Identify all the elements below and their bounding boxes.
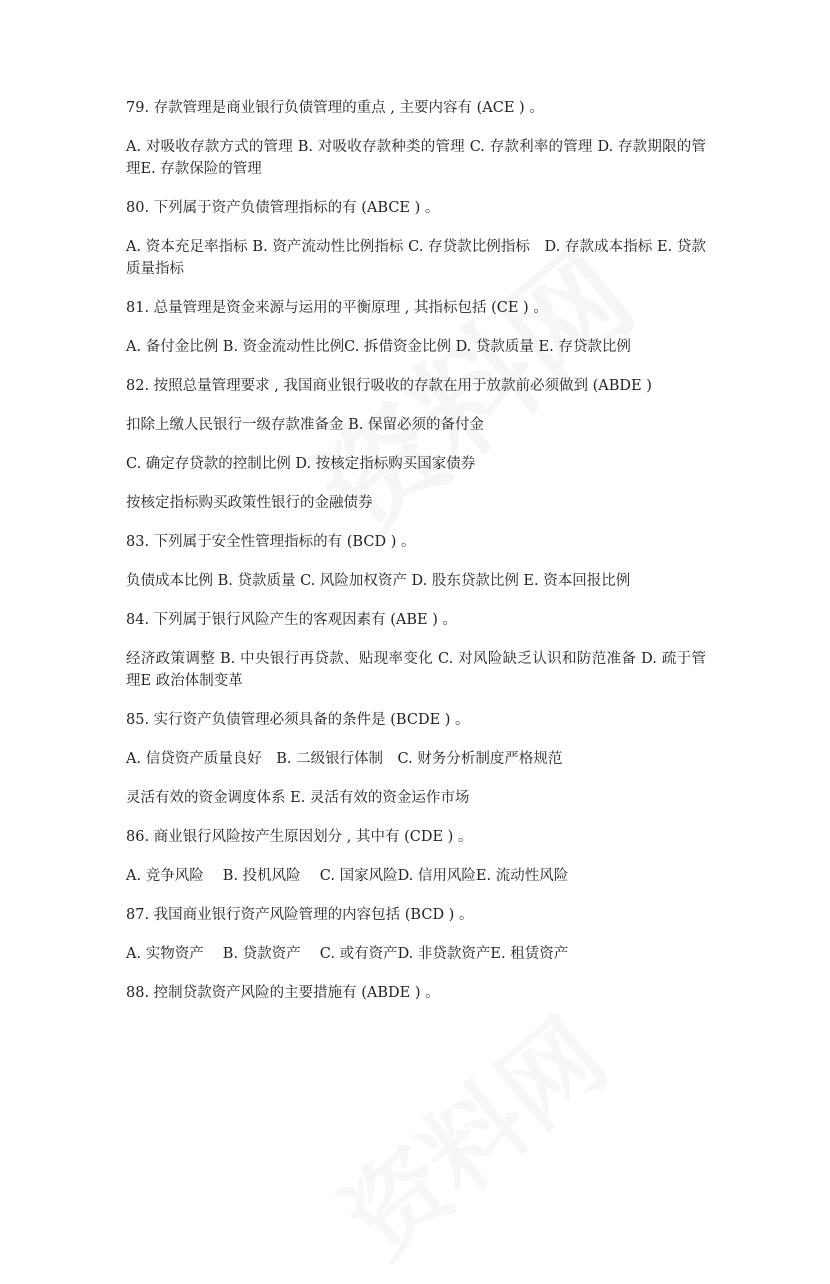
options-82-line-1: 扣除上缴人民银行一级存款准备金 B. 保留必须的备付金 xyxy=(126,417,484,433)
watermark-bottom xyxy=(309,980,631,1283)
question-84: 84. 下列属于银行风险产生的客观因素有 (ABE ) 。 xyxy=(126,612,458,628)
options-84: 经济政策调整 B. 中央银行再贷款、贴现率变化 C. 对风险缺乏认识和防范准备 D. 疏于管理E 政治体制变革 xyxy=(126,651,706,689)
question-79: 79. 存款管理是商业银行负债管理的重点 , 主要内容有 (ACE ) 。 xyxy=(126,100,544,116)
question-85: 85. 实行资产负债管理必须具备的条件是 (BCDE ) 。 xyxy=(126,712,470,728)
options-79: A. 对吸收存款方式的管理 B. 对吸收存款种类的管理 C. 存款利率的管理 D. 存款期限的管理E. 存款保险的管理 xyxy=(126,139,706,177)
question-86: 86. 商业银行风险按产生原因划分 , 其中有 (CDE ) 。 xyxy=(126,829,473,845)
options-85-line-1: A. 信贷资产质量良好 B. 二级银行体制 C. 财务分析制度严格规范 xyxy=(126,751,563,767)
document-body xyxy=(126,97,706,1021)
options-82-line-3: 按核定指标购买政策性银行的金融债券 xyxy=(126,495,373,511)
options-85-line-2: 灵活有效的资金调度体系 E. 灵活有效的资金运作市场 xyxy=(126,790,470,806)
options-86: A. 竞争风险 B. 投机风险 C. 国家风险D. 信用风险E. 流动性风险 xyxy=(126,868,569,884)
question-81: 81. 总量管理是资金来源与运用的平衡原理 , 其指标包括 (CE ) 。 xyxy=(126,300,548,316)
question-80: 80. 下列属于资产负债管理指标的有 (ABCE ) 。 xyxy=(126,200,440,216)
question-83: 83. 下列属于安全性管理指标的有 (BCD ) 。 xyxy=(126,534,416,550)
options-80: A. 资本充足率指标 B. 资产流动性比例指标 C. 存贷款比例指标 D. 存款成本指标 E. 贷款质量指标 xyxy=(126,239,706,277)
question-88: 88. 控制贷款资产风险的主要措施有 (ABDE ) 。 xyxy=(126,985,440,1001)
options-81: A. 备付金比例 B. 资金流动性比例C. 拆借资金比例 D. 贷款质量 E. 存贷款比例 xyxy=(126,339,631,355)
question-87: 87. 我国商业银行资产风险管理的内容包括 (BCD ) 。 xyxy=(126,907,474,923)
options-87: A. 实物资产 B. 贷款资产 C. 或有资产D. 非贷款资产E. 租赁资产 xyxy=(126,946,569,962)
options-83: 负债成本比例 B. 贷款质量 C. 风险加权资产 D. 股东贷款比例 E. 资本回报比例 xyxy=(126,573,631,589)
options-82-line-2: C. 确定存贷款的控制比例 D. 按核定指标购买国家债券 xyxy=(126,456,476,472)
question-82: 82. 按照总量管理要求 , 我国商业银行吸收的存款在用于放款前必须做到 (ABDE ) xyxy=(126,378,652,394)
